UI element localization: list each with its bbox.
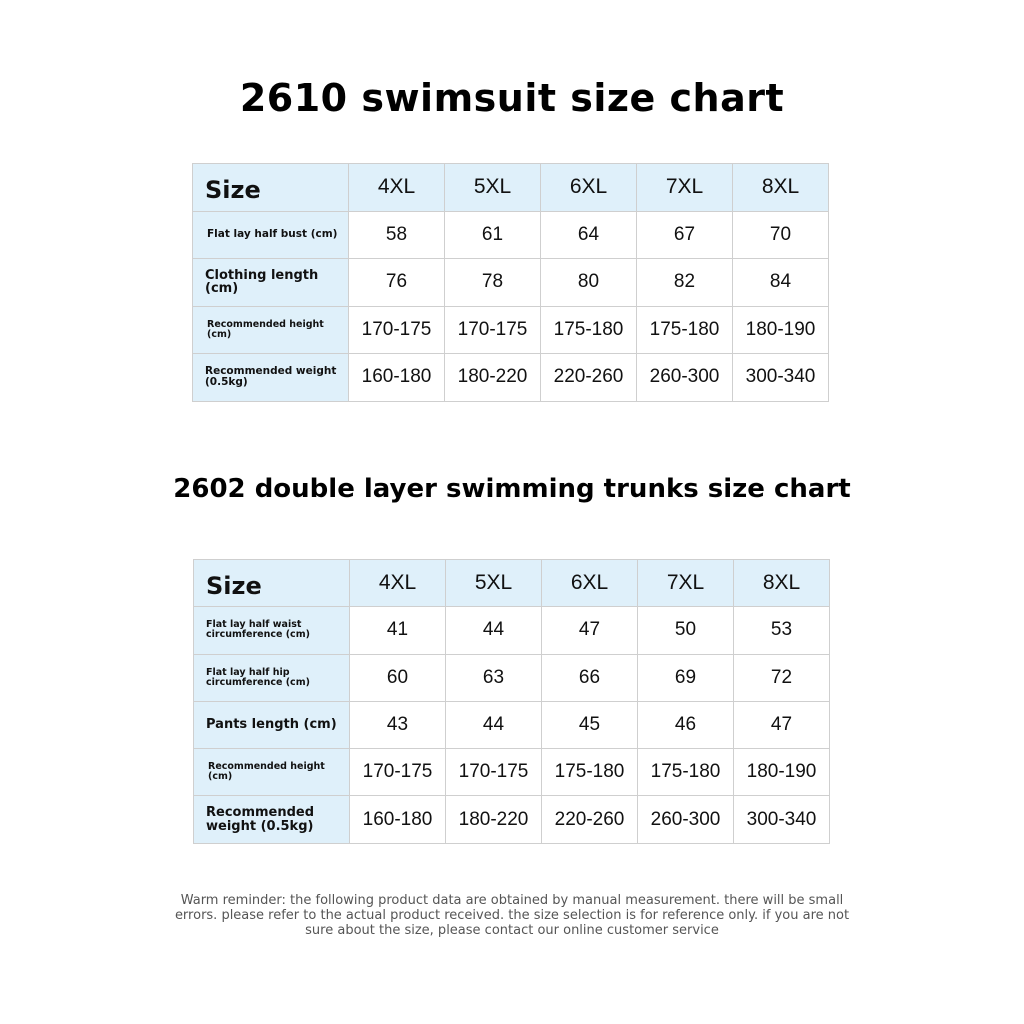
table-cell: 175-180 [541,306,637,354]
table-cell: 61 [445,211,541,259]
table-cell: 58 [349,211,445,259]
table-row [194,701,830,748]
table-cell: 220-260 [541,354,637,402]
row-label: Flat lay half waist circumference (cm) [194,607,350,654]
trunks-size-table [193,559,830,844]
row-label: Clothing length (cm) [193,259,349,307]
table-header-row [193,164,829,212]
table-cell: 220-260 [542,796,638,843]
table-cell: 170-175 [349,306,445,354]
row-label: Recommended weight (0.5kg) [194,796,350,843]
row-label: Recommended height (cm) [194,749,350,796]
table-cell: 170-175 [446,749,542,796]
table-cell: 175-180 [542,749,638,796]
table-cell: 175-180 [637,306,733,354]
warm-reminder-note: Warm reminder: the following product data are obtained by manual measurement. there will be small errors. please refer to the actual product received. the size selection is for reference only. if you are not sure about the size, please contact our online customer service [174,893,850,938]
table-cell: 180-190 [734,749,830,796]
table-cell: 60 [350,654,446,701]
table-header-row [194,560,830,607]
table-cell: 175-180 [638,749,734,796]
table-cell: 160-180 [349,354,445,402]
size-header-cell: 5XL [445,164,541,212]
size-header-cell: 5XL [446,560,542,607]
table-cell: 66 [542,654,638,701]
table-row [194,654,830,701]
table-cell: 180-220 [445,354,541,402]
size-header-cell: 7XL [637,164,733,212]
size-header-cell: 6XL [542,560,638,607]
table-cell: 69 [638,654,734,701]
row-label: Flat lay half hip circumference (cm) [194,654,350,701]
table-cell: 50 [638,607,734,654]
table-cell: 80 [541,259,637,307]
table-cell: 63 [446,654,542,701]
table-cell: 180-190 [733,306,829,354]
table-cell: 170-175 [445,306,541,354]
table-cell: 70 [733,211,829,259]
table-cell: 45 [542,701,638,748]
table-row [193,259,829,307]
table-cell: 300-340 [733,354,829,402]
table-cell: 44 [446,701,542,748]
size-header-cell: 4XL [349,164,445,212]
table-cell: 47 [542,607,638,654]
table-cell: 43 [350,701,446,748]
table-cell: 170-175 [350,749,446,796]
table-cell: 260-300 [638,796,734,843]
trunks-chart-title: 2602 double layer swimming trunks size chart [173,474,851,504]
size-header-label: Size [194,560,350,607]
table-row [193,211,829,259]
row-label: Recommended weight (0.5kg) [193,354,349,402]
swimsuit-size-table [192,163,829,402]
table-row [194,749,830,796]
table-cell: 82 [637,259,733,307]
size-header-cell: 8XL [733,164,829,212]
table-row [193,306,829,354]
table-cell: 46 [638,701,734,748]
table-cell: 44 [446,607,542,654]
row-label: Flat lay half bust (cm) [193,211,349,259]
table-row [194,796,830,843]
table-cell: 300-340 [734,796,830,843]
table-row [193,354,829,402]
table-cell: 160-180 [350,796,446,843]
table-cell: 53 [734,607,830,654]
table-cell: 64 [541,211,637,259]
row-label: Recommended height (cm) [193,306,349,354]
table-cell: 260-300 [637,354,733,402]
table-row [194,607,830,654]
row-label: Pants length (cm) [194,701,350,748]
size-header-cell: 7XL [638,560,734,607]
size-header-cell: 6XL [541,164,637,212]
size-header-cell: 4XL [350,560,446,607]
table-cell: 72 [734,654,830,701]
table-cell: 180-220 [446,796,542,843]
table-cell: 78 [445,259,541,307]
size-header-cell: 8XL [734,560,830,607]
swimsuit-chart-title: 2610 swimsuit size chart [239,76,785,120]
table-cell: 76 [349,259,445,307]
size-header-label: Size [193,164,349,212]
table-cell: 41 [350,607,446,654]
table-cell: 84 [733,259,829,307]
table-cell: 67 [637,211,733,259]
table-cell: 47 [734,701,830,748]
